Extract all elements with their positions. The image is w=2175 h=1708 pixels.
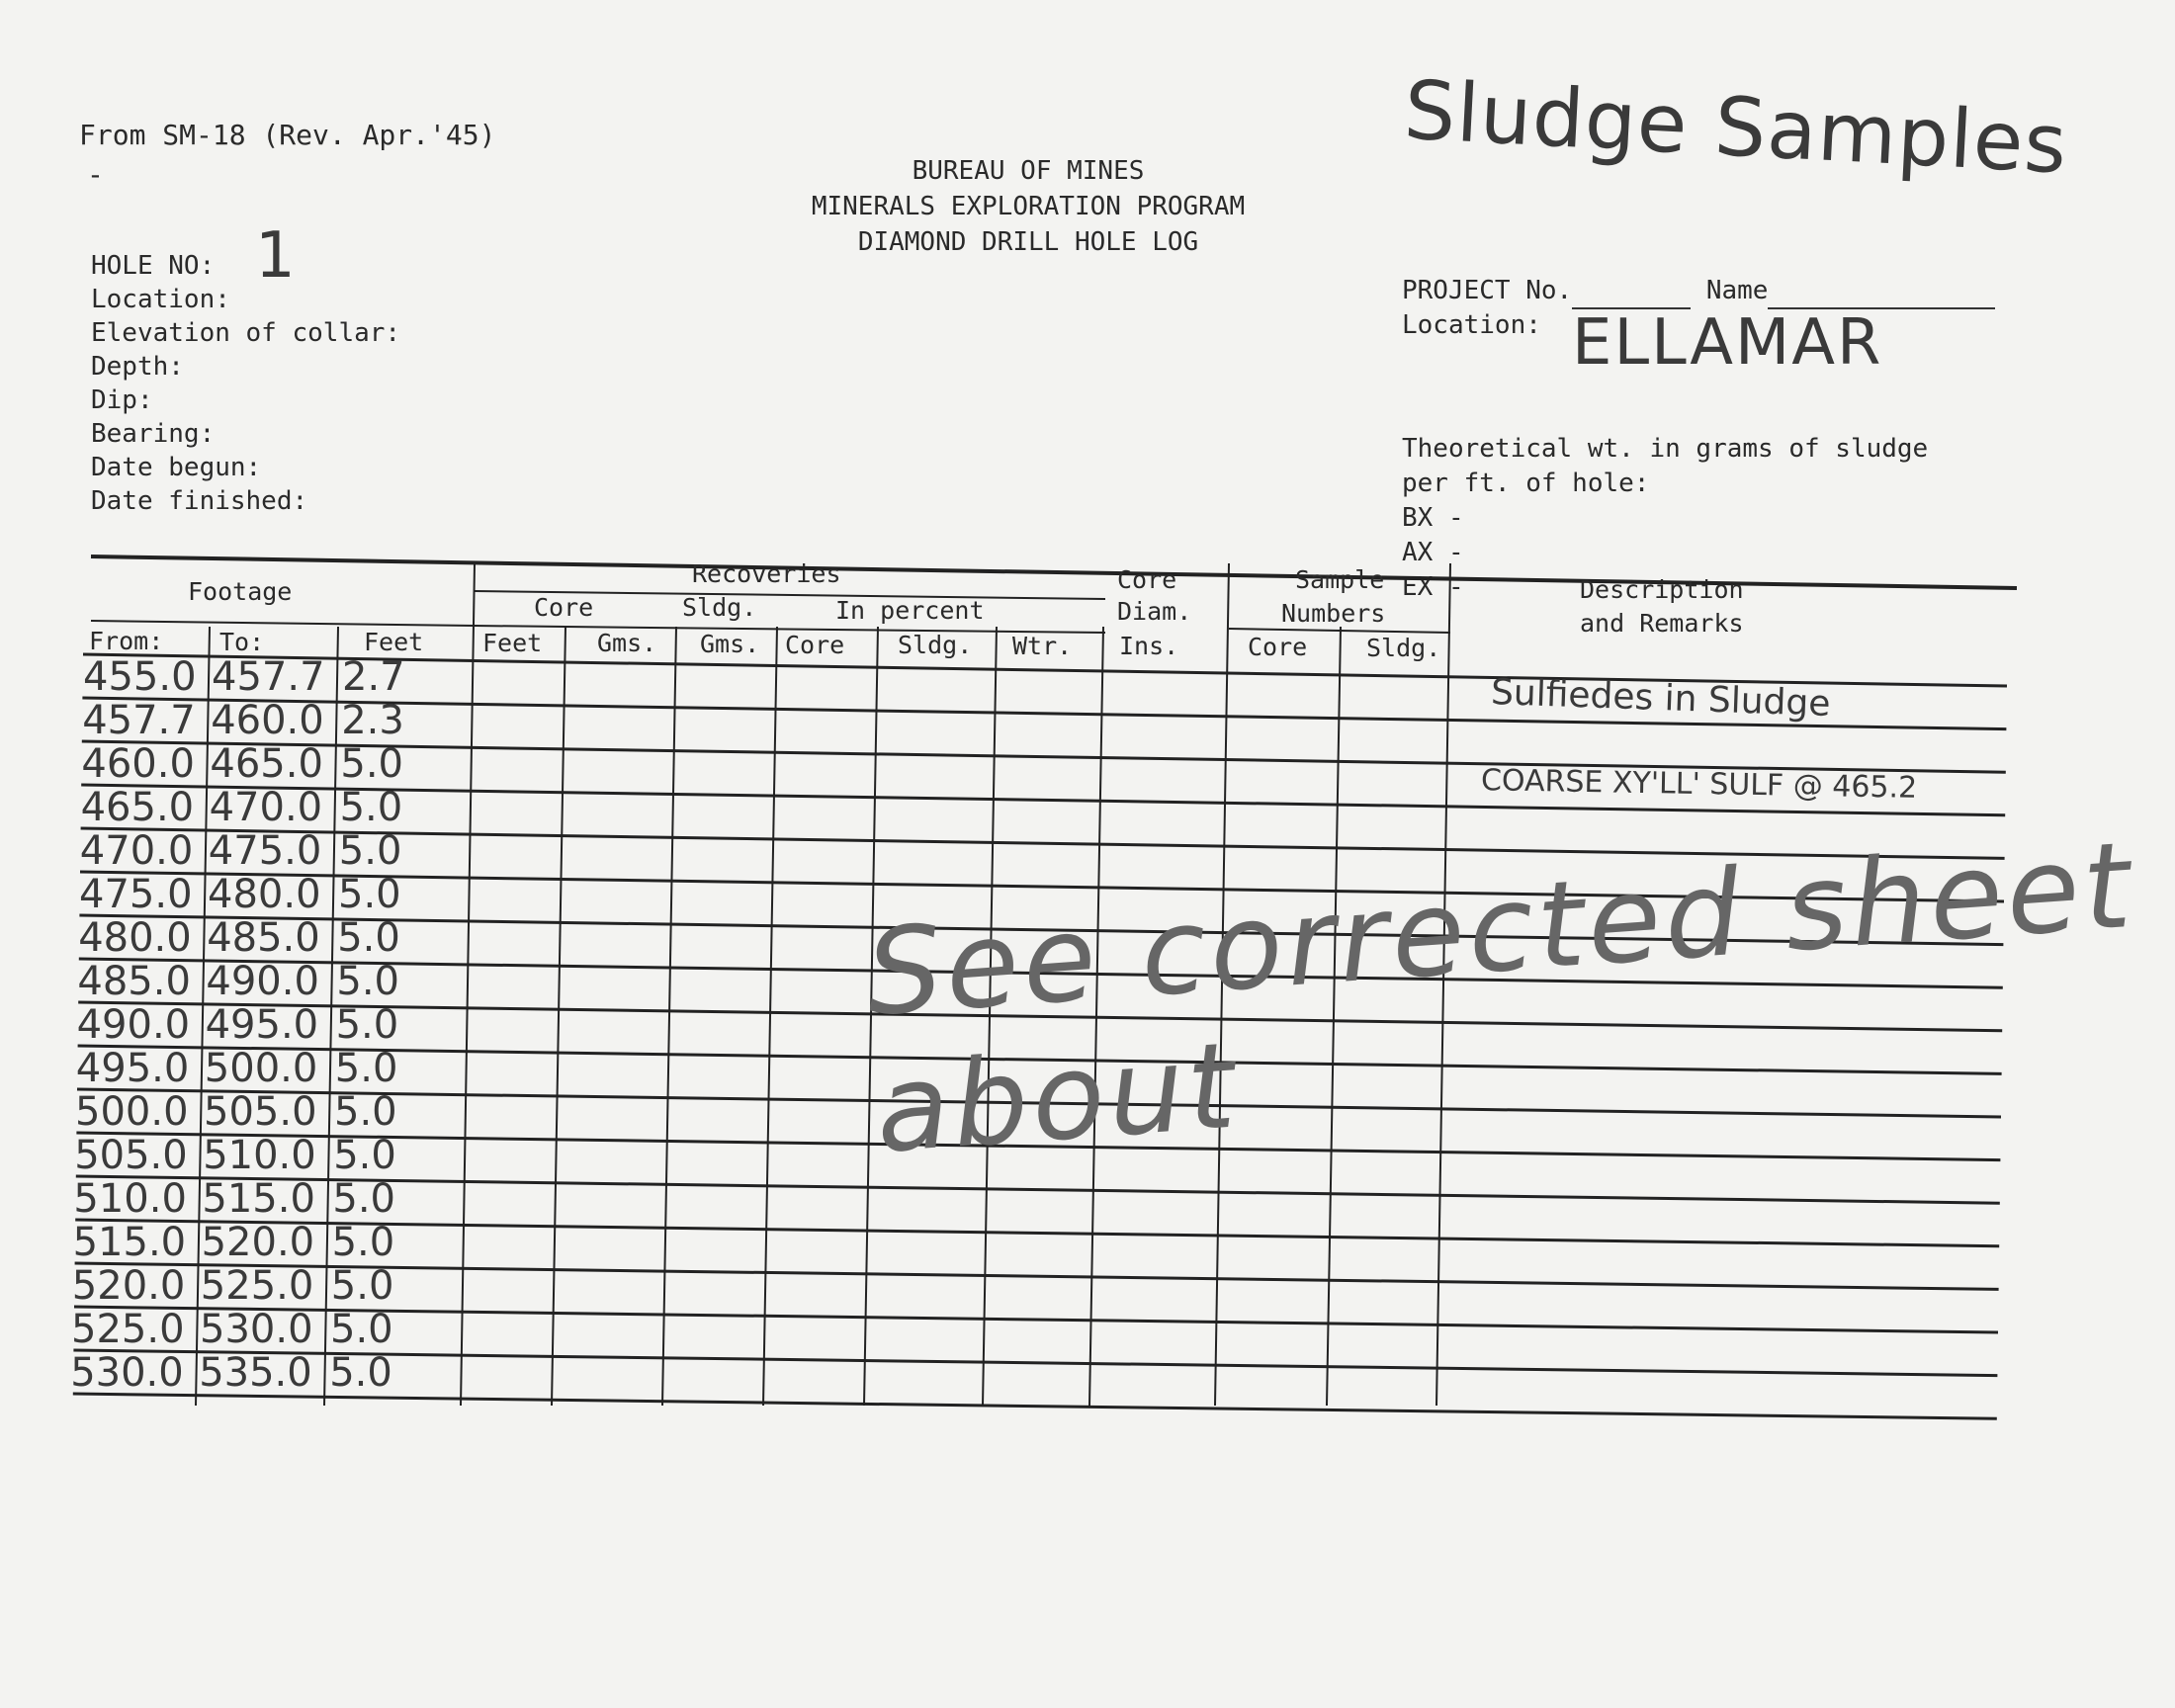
header-line-3: DIAMOND DRILL HOLE LOG [857, 227, 1199, 257]
project-no-label: PROJECT No. [1402, 276, 1573, 305]
label-elevation: Elevation of collar: [91, 318, 401, 348]
feet-cell: 5.0 [339, 785, 403, 830]
theoretical-line-1: Theoretical wt. in grams of sludge [1402, 434, 1929, 464]
header-recoveries: Recoveries [692, 559, 841, 588]
column-header: Sldg. [1366, 633, 1441, 662]
name-label: Name [1705, 276, 1769, 305]
from-cell: 455.0 [83, 654, 197, 700]
feet-cell: 2.7 [342, 654, 405, 700]
label-dip: Dip: [91, 385, 153, 415]
header-line-1: BUREAU OF MINES [912, 156, 1145, 186]
remark-row-3: COARSE XY'LL' SULF @ 465.2 [1480, 763, 1918, 806]
column-header: Core [1248, 633, 1308, 661]
to-cell: 505.0 [204, 1089, 317, 1135]
footage-rule [91, 621, 475, 626]
from-cell: 465.0 [80, 785, 195, 830]
to-cell: 515.0 [202, 1176, 315, 1222]
to-cell: 495.0 [205, 1002, 319, 1048]
from-cell: 457.7 [82, 698, 196, 743]
to-cell: 500.0 [204, 1046, 318, 1091]
to-cell: 485.0 [207, 915, 320, 961]
to-cell: 465.0 [210, 741, 323, 787]
from-cell: 510.0 [73, 1176, 187, 1222]
from-cell: 480.0 [78, 915, 192, 961]
column-header: Wtr. [1012, 631, 1073, 660]
location-label: Location: [1402, 310, 1541, 340]
to-cell: 480.0 [208, 872, 321, 917]
to-cell: 470.0 [209, 785, 323, 830]
feet-cell: 2.3 [341, 698, 404, 743]
column-rule [461, 563, 475, 1406]
size-ex: EX - [1402, 572, 1464, 602]
header-sample-1: Sample [1295, 565, 1385, 594]
header-line-2: MINERALS EXPLORATION PROGRAM [811, 192, 1246, 221]
to-cell: 475.0 [208, 828, 322, 874]
from-cell: 500.0 [75, 1089, 189, 1135]
to-cell: 510.0 [203, 1133, 316, 1178]
from-cell: 505.0 [74, 1133, 188, 1178]
column-header: Gms. [700, 630, 760, 658]
to-cell: 490.0 [206, 959, 319, 1004]
header-sldg: Sldg. [682, 593, 757, 622]
column-header: Feet [482, 628, 543, 657]
feet-cell: 5.0 [340, 741, 404, 787]
column-header: To: [219, 627, 265, 656]
column-rule [763, 627, 777, 1406]
form-number: From SM-18 (Rev. Apr.'45) [79, 119, 496, 151]
feet-cell: 5.0 [335, 1002, 399, 1048]
row-rule [73, 1394, 1997, 1418]
from-cell: 515.0 [72, 1220, 187, 1265]
remark-row-1: Sulfiedes in Sludge [1490, 672, 1832, 725]
label-location: Location: [91, 285, 230, 314]
feet-cell: 5.0 [334, 1089, 397, 1135]
feet-cell: 5.0 [334, 1046, 398, 1091]
feet-cell: 5.0 [333, 1133, 396, 1178]
theoretical-line-2: per ft. of hole: [1402, 469, 1650, 498]
header-description-1: Description [1580, 575, 1744, 604]
column-header: Feet [364, 628, 424, 657]
header-description-2: and Remarks [1580, 609, 1744, 638]
size-bx: BX - [1402, 503, 1464, 533]
column-header: Core [785, 630, 845, 659]
from-cell: 490.0 [76, 1002, 191, 1048]
size-ax: AX - [1402, 538, 1464, 567]
header-core-diam-1: Core [1117, 565, 1177, 594]
feet-cell: 5.0 [338, 872, 401, 917]
feet-cell: 5.0 [329, 1350, 392, 1396]
from-cell: 525.0 [71, 1307, 185, 1352]
from-cell: 495.0 [75, 1046, 190, 1091]
column-rule [662, 627, 676, 1406]
feet-cell: 5.0 [330, 1263, 394, 1309]
from-cell: 470.0 [79, 828, 194, 874]
hole-no-value: 1 [255, 219, 296, 293]
location-value: ELLAMAR [1572, 306, 1883, 380]
feet-cell: 5.0 [337, 915, 400, 961]
label-bearing: Bearing: [91, 419, 216, 449]
column-header: Gms. [597, 629, 657, 658]
label-date-finished: Date finished: [91, 486, 308, 516]
column-header: From: [89, 627, 164, 655]
header-footage: Footage [188, 577, 293, 606]
label-date-begun: Date begun: [91, 453, 262, 482]
column-header: Sldg. [898, 631, 973, 660]
feet-cell: 5.0 [330, 1307, 393, 1352]
form-dash: - [87, 158, 104, 191]
feet-cell: 5.0 [332, 1176, 396, 1222]
diagonal-note: See corrected sheet about [861, 816, 2138, 1180]
to-cell: 530.0 [200, 1307, 313, 1352]
header-core: Core [534, 593, 594, 622]
header-in-percent: In percent [835, 596, 985, 625]
feet-cell: 5.0 [331, 1220, 395, 1265]
from-cell: 520.0 [71, 1263, 186, 1309]
feet-cell: 5.0 [338, 828, 402, 874]
header-core-diam-2: Diam. [1117, 597, 1192, 626]
to-cell: 535.0 [199, 1350, 312, 1396]
to-cell: 520.0 [201, 1220, 315, 1265]
to-cell: 525.0 [200, 1263, 314, 1309]
from-cell: 460.0 [81, 741, 195, 787]
label-hole-no: HOLE NO: [91, 251, 216, 281]
from-cell: 530.0 [70, 1350, 184, 1396]
from-cell: 485.0 [77, 959, 191, 1004]
label-depth: Depth: [91, 352, 184, 382]
header-sample-2: Numbers [1281, 599, 1386, 628]
column-rule [552, 627, 566, 1406]
column-header: Ins. [1119, 632, 1179, 661]
from-cell: 475.0 [79, 872, 193, 917]
to-cell: 460.0 [211, 698, 324, 743]
handwritten-title: Sludge Samples [1401, 63, 2070, 193]
feet-cell: 5.0 [336, 959, 400, 1004]
to-cell: 457.7 [212, 654, 325, 700]
